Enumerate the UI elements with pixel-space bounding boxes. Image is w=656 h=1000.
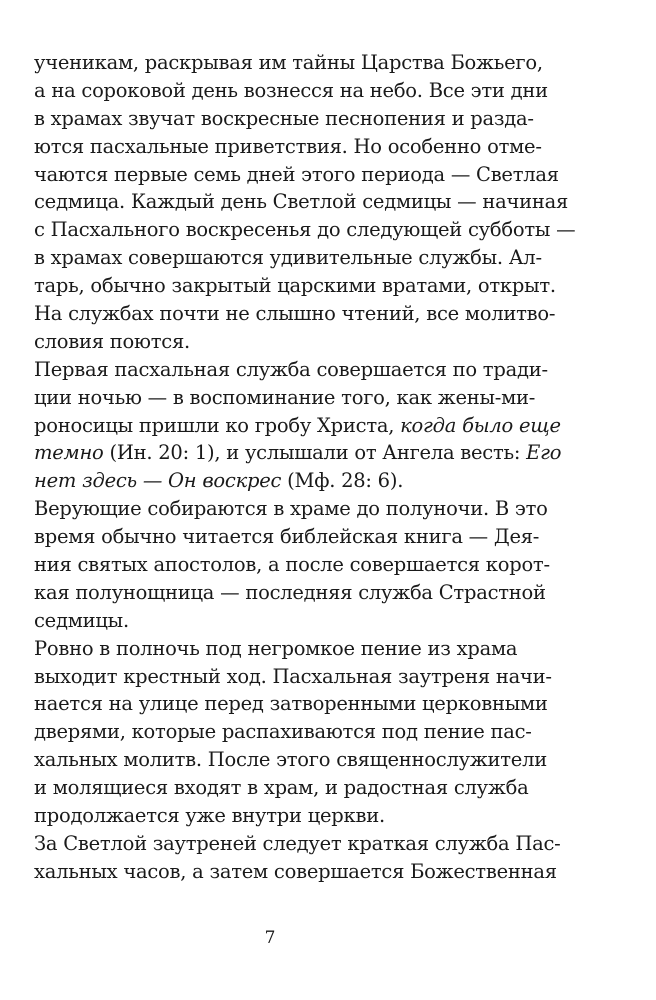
body-text bbox=[34, 49, 576, 886]
text-segment: (Мф. 28: 6). bbox=[281, 469, 404, 493]
text-segment: тарь, обычно закрытый царскими вратами, открыт. bbox=[34, 274, 556, 298]
text-line bbox=[34, 774, 529, 802]
text-segment: На службах почти не слышно чтений, все молитво- bbox=[34, 302, 556, 326]
text-segment: ются пасхальные приветствия. Но особенно отме- bbox=[34, 134, 542, 158]
text-segment: чаются первые семь дней этого периода — Светлая bbox=[34, 162, 559, 186]
text-segment: роносицы пришли ко гробу Христа, bbox=[34, 413, 401, 437]
italic-quote: Его bbox=[526, 441, 562, 465]
italic-quote: когда было еще bbox=[400, 413, 561, 437]
text-segment: седмица. Каждый день Светлой седмицы — начиная bbox=[34, 190, 569, 214]
text-line bbox=[34, 328, 510, 356]
text-segment: (Ин. 20: 1), и услышали от Ангела весть: bbox=[103, 441, 527, 465]
text-segment: седмицы. bbox=[34, 608, 129, 632]
text-segment: Верующие собираются в храме до полуночи. В это bbox=[34, 497, 548, 521]
text-line bbox=[34, 663, 552, 691]
text-line bbox=[34, 244, 542, 272]
text-segment: хальных молитв. После этого священнослужители bbox=[34, 748, 547, 772]
text-segment: Ровно в полночь под негромкое пение из храма bbox=[34, 636, 518, 660]
text-segment: кая полунощница — последняя служба Страстной bbox=[34, 580, 546, 604]
text-line bbox=[34, 830, 561, 858]
text-line bbox=[34, 216, 576, 244]
text-segment: За Светлой заутреней следует краткая служба Пас- bbox=[34, 831, 561, 855]
text-segment: в храмах совершаются удивительные службы. Ал- bbox=[34, 246, 542, 270]
text-segment: нается на улице перед затворенными церковными bbox=[34, 692, 548, 716]
text-line bbox=[34, 412, 561, 440]
page-number: 7 bbox=[264, 928, 276, 948]
text-line bbox=[34, 188, 569, 216]
italic-quote: темно bbox=[34, 441, 104, 465]
text-segment: выходит крестный ход. Пасхальная заутреня начи- bbox=[34, 664, 552, 688]
text-segment: ции ночью — в воспоминание того, как жены-ми- bbox=[34, 385, 536, 409]
text-segment: продолжается уже внутри церкви. bbox=[34, 804, 385, 828]
text-line bbox=[34, 133, 542, 161]
text-line bbox=[34, 690, 548, 718]
text-line bbox=[34, 161, 559, 189]
text-line bbox=[34, 523, 540, 551]
text-segment: время обычно читается библейская книга — Дея- bbox=[34, 525, 540, 549]
text-line bbox=[34, 467, 510, 495]
text-line bbox=[34, 858, 557, 886]
text-segment: словия поются. bbox=[34, 329, 190, 353]
text-line bbox=[34, 495, 548, 523]
text-segment: хальных часов, а затем совершается Божественная bbox=[34, 859, 557, 883]
text-line bbox=[34, 802, 510, 830]
text-line bbox=[34, 746, 547, 774]
text-line bbox=[34, 718, 532, 746]
text-line bbox=[34, 300, 556, 328]
text-line bbox=[34, 77, 548, 105]
text-segment: и молящиеся входят в храм, и радостная служба bbox=[34, 776, 529, 800]
text-line bbox=[34, 607, 510, 635]
text-line bbox=[34, 356, 548, 384]
text-line bbox=[34, 384, 536, 412]
text-line bbox=[34, 551, 550, 579]
text-line bbox=[34, 272, 556, 300]
text-line bbox=[34, 105, 534, 133]
text-segment: с Пасхального воскресенья до следующей субботы — bbox=[34, 218, 576, 242]
text-segment: а на сороковой день вознесся на небо. Все эти дни bbox=[34, 78, 548, 102]
text-segment: дверями, которые распахиваются под пение пас- bbox=[34, 720, 532, 744]
text-segment: в храмах звучат воскресные песнопения и разда- bbox=[34, 106, 534, 130]
text-line bbox=[34, 49, 543, 77]
italic-quote: нет здесь — Он воскрес bbox=[34, 469, 282, 493]
text-line bbox=[34, 439, 562, 467]
text-line bbox=[34, 579, 546, 607]
text-segment: ния святых апостолов, а после совершается корот- bbox=[34, 553, 550, 577]
text-line bbox=[34, 635, 518, 663]
text-segment: Первая пасхальная служба совершается по тради- bbox=[34, 357, 548, 381]
text-segment: ученикам, раскрывая им тайны Царства Божьего, bbox=[34, 51, 543, 74]
